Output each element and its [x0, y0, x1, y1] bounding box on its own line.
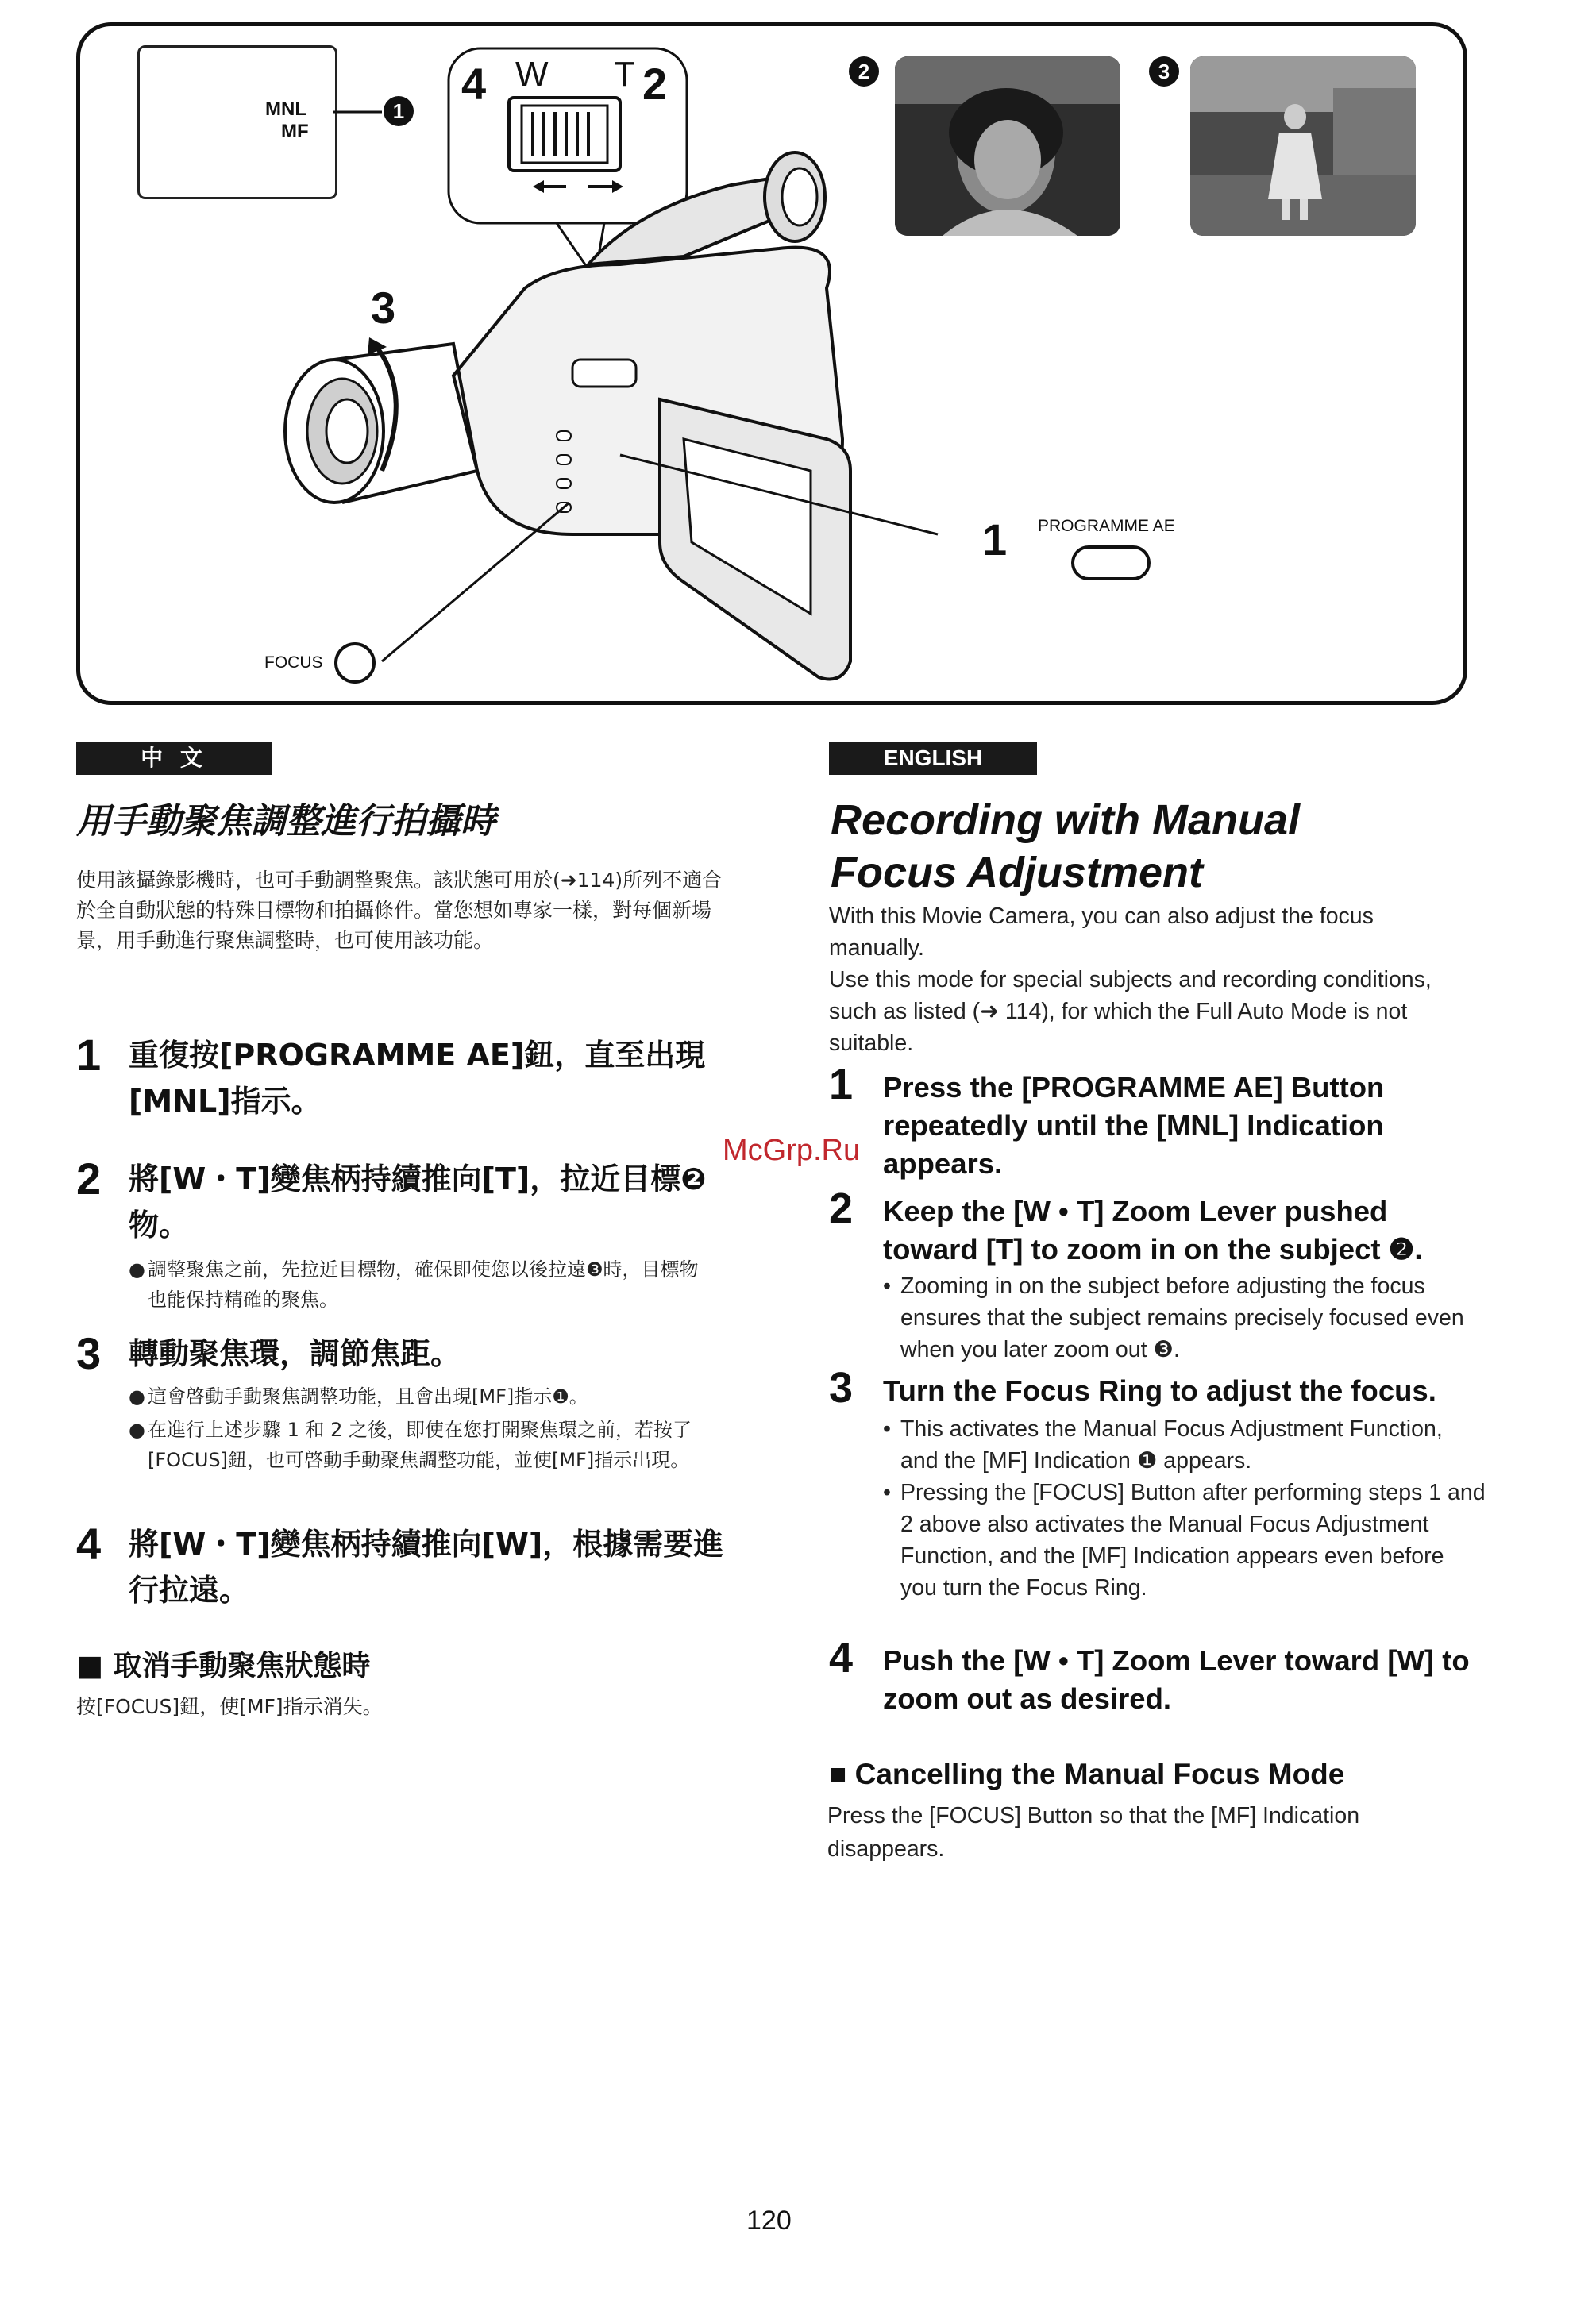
- english-cancel-heading: ■ Cancelling the Manual Focus Mode: [829, 1758, 1345, 1790]
- step-text: 將[W・T]變焦柄持續推向[W]，根據需要進行拉遠。: [129, 1527, 724, 1608]
- chinese-step-4: [76, 1521, 743, 1613]
- focus-button-label: FOCUS: [264, 653, 323, 672]
- english-step-1: [829, 1061, 1480, 1183]
- chinese-step-3-bullet-2: [129, 1415, 716, 1475]
- step-text: Push the [W • T] Zoom Lever toward [W] to zoom out as desired.: [883, 1644, 1470, 1715]
- chinese-step-3-bullet-1: [129, 1381, 716, 1412]
- chinese-intro: 使用該攝錄影機時，也可手動調整聚焦。該狀態可用於(➜114)所列不適合於全自動狀態的特殊目標物和拍攝條件。當您想如專家一樣，對每個新場景，用手動進行聚焦調整時，也可使用該功能。: [76, 869, 723, 952]
- bullet-text: 在進行上述步驟 1 和 2 之後，即使在您打開聚焦環之前，若按了[FOCUS]鈕，也可啓動手動聚焦調整功能，並使[MF]指示出現。: [148, 1419, 692, 1471]
- mnl-indicator: MNL: [265, 98, 306, 120]
- bullet-text: 這會啓動手動聚焦調整功能，且會出現[MF]指示❶。: [148, 1385, 588, 1408]
- programme-step-number: 1: [982, 514, 1008, 564]
- bullet-dot-icon: •: [883, 1273, 891, 1299]
- step-number: 3: [76, 1328, 102, 1378]
- bullet-text: Zooming in on the subject before adjusting the focus ensures that the subject remains precisely focused even when you later zoom out ❸.: [900, 1273, 1464, 1362]
- chinese-tag: [76, 742, 272, 775]
- english-step-3-bullet-1: [883, 1413, 1486, 1477]
- english-step-2-bullet: [883, 1270, 1486, 1366]
- step-text: Keep the [W • T] Zoom Lever pushed toward [T] to zoom in on the subject ❷.: [883, 1195, 1423, 1266]
- step-number: 4: [829, 1634, 854, 1682]
- step-text: 將[W・T]變焦柄持續推向[T]，拉近目標❷物。: [129, 1162, 707, 1243]
- english-title-line-1: Recording with Manual: [831, 796, 1301, 844]
- bullet-dot-icon: ●: [129, 1385, 145, 1408]
- bullet-text: This activates the Manual Focus Adjustment Function, and the [MF] Indication ❶ appears.: [900, 1416, 1443, 1474]
- zoom-w-label: W: [515, 55, 549, 94]
- english-tag-label: ENGLISH: [883, 746, 983, 770]
- zoomed-out-photo: [1190, 56, 1416, 236]
- english-tag: [829, 742, 1037, 775]
- step-number: 2: [76, 1154, 102, 1204]
- chinese-step-1: [76, 1032, 743, 1124]
- bullet-text: Pressing the [FOCUS] Button after performing steps 1 and 2 above also activates the Manual Focus Adjustment Function, and the [MF] Indication appears even before you turn the Focus Ring.: [900, 1480, 1486, 1601]
- bullet-dot-icon: ●: [129, 1258, 145, 1281]
- step-number: 3: [829, 1364, 854, 1412]
- chinese-cancel-heading: ■ 取消手動聚焦狀態時: [76, 1650, 371, 1682]
- mf-indicator: MF: [281, 121, 309, 142]
- step-number: 1: [829, 1061, 854, 1108]
- callout-1-marker: 1: [384, 96, 414, 126]
- english-cancel-text: Press the [FOCUS] Button so that the [MF] Indication disappears.: [827, 1803, 1360, 1862]
- programme-ae-label: PROGRAMME AE: [1038, 517, 1175, 535]
- callout-3-marker: 3: [1149, 56, 1179, 87]
- step-number: 1: [76, 1030, 102, 1080]
- english-title-line-2: Focus Adjustment: [831, 849, 1204, 896]
- step-text: Press the [PROGRAMME AE] Button repeatedly until the [MNL] Indication appears.: [883, 1071, 1385, 1180]
- bullet-text: 調整聚焦之前，先拉近目標物，確保即使您以後拉遠❸時，目標物也能保持精確的聚焦。: [148, 1258, 699, 1311]
- chinese-step-2-bullet: [129, 1254, 716, 1315]
- bullet-dot-icon: ●: [129, 1419, 145, 1441]
- step-number: 2: [829, 1185, 854, 1232]
- chinese-step-2: [76, 1156, 735, 1248]
- chinese-step-3: [76, 1328, 743, 1378]
- focus-ring-step-number: 3: [371, 283, 396, 333]
- illustration-frame: [76, 22, 1467, 705]
- watermark: McGrp.Ru: [723, 1134, 861, 1167]
- zoom-step-number: 4: [461, 59, 487, 109]
- chinese-tag-label: 中 文: [141, 745, 207, 771]
- english-step-3-bullet-2: [883, 1477, 1486, 1604]
- chinese-cancel-text: 按[FOCUS]鈕，使[MF]指示消失。: [76, 1695, 383, 1718]
- english-step-2: [829, 1185, 1480, 1269]
- zoom-t-label: T: [614, 55, 635, 94]
- step-text: 重復按[PROGRAMME AE]鈕，直至出現[MNL]指示。: [129, 1038, 706, 1119]
- zoomed-in-photo: [895, 56, 1120, 236]
- step-number: 4: [76, 1519, 102, 1569]
- step-text: 轉動聚焦環，調節焦距。: [129, 1336, 461, 1371]
- english-intro-1: With this Movie Camera, you can also adjust the focus manually.: [829, 903, 1374, 961]
- english-intro-2: Use this mode for special subjects and recording conditions, such as listed (➜ 114), for which the Full Auto Mode is not suitable.: [829, 967, 1432, 1056]
- bullet-dot-icon: •: [883, 1416, 891, 1442]
- page-number: 120: [746, 2206, 792, 2236]
- english-step-3: [829, 1364, 1480, 1412]
- callout-2-marker: 2: [849, 56, 879, 87]
- english-intro: [829, 900, 1464, 1059]
- bullet-dot-icon: •: [883, 1480, 891, 1505]
- chinese-title: 用手動聚焦調整進行拍攝時: [76, 801, 495, 842]
- zoom-t-step-number: 2: [642, 59, 668, 109]
- english-step-4: [829, 1634, 1480, 1718]
- step-text: Turn the Focus Ring to adjust the focus.: [883, 1374, 1436, 1407]
- english-title: [831, 794, 1466, 899]
